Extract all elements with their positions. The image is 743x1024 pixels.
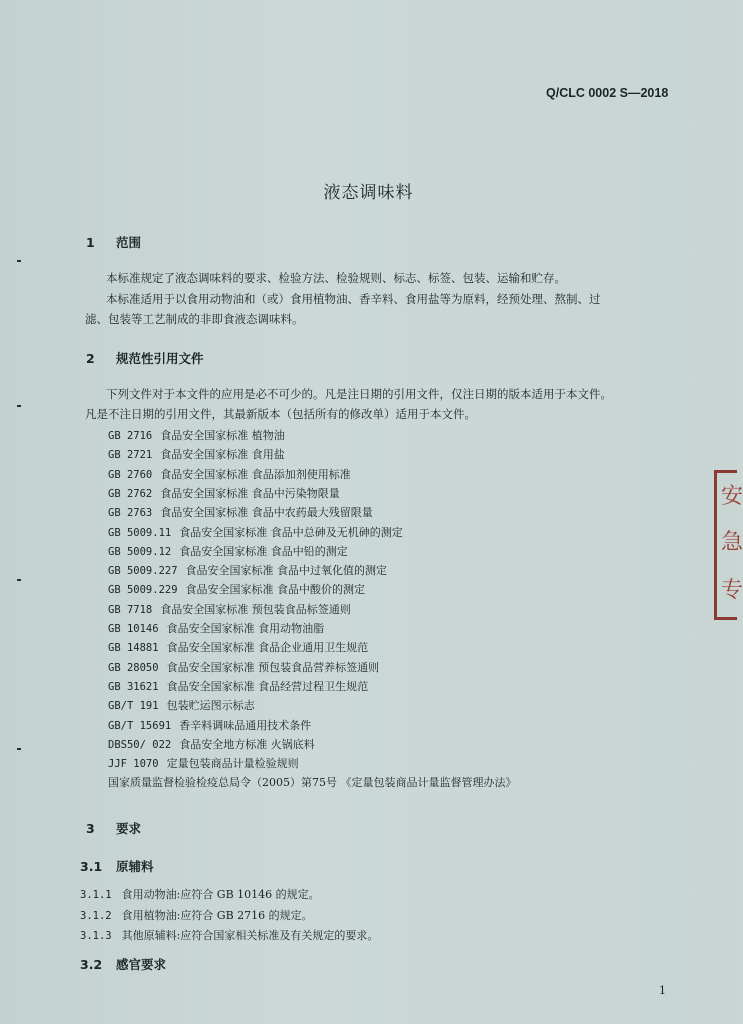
requirement-text: 食用植物油:应符合 GB 2716 的规定。: [121, 908, 313, 922]
reference-code: DBS50/ 022: [108, 738, 172, 751]
requirement-text: 食用动物油:应符合 GB 10146 的规定。: [121, 888, 320, 901]
reference-title: 食品安全国家标准 食品中总砷及无机砷的测定: [179, 525, 403, 539]
reference-title: 香辛料调味品通用技术条件: [179, 718, 312, 732]
reference-code: GB 7718: [108, 603, 153, 616]
reference-title: 定量包装商品计量检验规则: [166, 757, 299, 771]
reference-item: [108, 446, 285, 462]
reference-code: GB 5009.229: [108, 584, 178, 597]
reference-code: GB 28050: [108, 661, 159, 674]
reference-item: [108, 601, 351, 617]
reference-item: [108, 774, 517, 790]
reference-item: [108, 697, 255, 713]
reference-item: [108, 717, 311, 733]
reference-code: GB 5009.11: [108, 526, 172, 539]
section-title: 规范性引用文件: [116, 351, 204, 366]
reference-item: [108, 543, 348, 559]
reference-code: GB 2763: [108, 507, 153, 520]
reference-item: [108, 524, 403, 540]
reference-item: [108, 504, 373, 520]
reference-item: [108, 581, 365, 597]
subsection-title: 原辅料: [116, 859, 154, 874]
reference-item: [108, 466, 351, 482]
reference-item: [108, 620, 324, 636]
subsection-number: 3.1: [80, 859, 103, 874]
reference-title: 食品安全国家标准 植物油: [160, 429, 285, 442]
reference-title: 食品安全国家标准 预包装食品标签通则: [160, 602, 351, 616]
requirement-number: 3.1.3: [80, 930, 112, 942]
reference-item: [108, 639, 368, 655]
reference-title: 食品安全地方标准 火锅底料: [179, 737, 315, 751]
requirement-number: 3.1.1: [80, 889, 112, 901]
scan-mark: [17, 405, 21, 407]
requirement-text: 其他原辅料:应符合国家相关标准及有关规定的要求。: [121, 929, 379, 942]
reference-title: 食品安全国家标准 食品经营过程卫生规范: [166, 679, 369, 693]
requirement-item: [80, 907, 313, 923]
section-1-heading: [86, 233, 141, 251]
reference-code: GB 2760: [108, 468, 153, 481]
reference-code: GB 31621: [108, 680, 159, 693]
reference-title: 食品安全国家标准 食品添加剂使用标准: [160, 467, 351, 481]
section-2-heading: [86, 349, 204, 367]
reference-item: [108, 678, 368, 694]
reference-item: [108, 755, 299, 771]
reference-item: [108, 562, 387, 578]
stamp-char: 专: [721, 578, 743, 603]
document-title: 液态调味料: [323, 183, 414, 203]
section-3-heading: [86, 819, 141, 837]
section-title: 范围: [116, 235, 142, 250]
scan-mark: [17, 748, 21, 750]
reference-code: GB 14881: [108, 642, 159, 655]
stamp-char: 急: [721, 530, 743, 555]
reference-code: GB 2716: [108, 430, 153, 442]
subsection-title: 感官要求: [116, 957, 167, 972]
reference-title: 食品安全国家标准 食品中过氧化值的测定: [185, 564, 388, 578]
subsection-3-1-heading: [80, 857, 154, 875]
reference-title: 食品安全国家标准 预包装食品营养标签通则: [166, 660, 380, 674]
requirement-number: 3.1.2: [80, 909, 112, 922]
reference-title: 国家质量监督检验检疫总局令（2005）第75号 《定量包装商品计量监督管理办法》: [108, 776, 517, 790]
section-number: 3: [86, 821, 95, 836]
requirement-item: [80, 927, 378, 943]
scan-mark: [17, 260, 21, 262]
subsection-number: 3.2: [80, 957, 103, 972]
requirement-item: [80, 886, 320, 902]
reference-item: [108, 659, 379, 675]
reference-item: [108, 427, 285, 443]
seal-stamp-fragment: [714, 470, 743, 620]
reference-title: 食品安全国家标准 食品中酸价的测定: [185, 583, 366, 597]
section-number: 2: [86, 351, 95, 366]
reference-code: GB/T 15691: [108, 719, 172, 732]
reference-code: GB 5009.227: [108, 565, 178, 578]
subsection-3-2-heading: [80, 955, 166, 973]
paragraph: 滤、包装等工艺制成的非即食液态调味料。: [85, 312, 304, 326]
stamp-char: 安: [721, 484, 743, 509]
section-title: 要求: [116, 821, 142, 836]
section-number: 1: [86, 235, 95, 250]
scan-mark: [17, 579, 21, 581]
document-number: Q/CLC 0002 S—2018: [546, 86, 669, 100]
reference-title: 食品安全国家标准 食用动物油脂: [166, 622, 325, 635]
paragraph: 本标准适用于以食用动物油和（或）食用植物油、香辛料、食用盐等为原料，经预处理、熬制、过: [106, 292, 601, 306]
reference-code: GB/T 191: [108, 700, 159, 713]
paragraph: 凡是不注日期的引用文件，其最新版本（包括所有的修改单）适用于本文件。: [85, 407, 476, 421]
reference-item: [108, 485, 340, 501]
reference-title: 食品安全国家标准 食品企业通用卫生规范: [166, 641, 369, 655]
reference-title: 食品安全国家标准 食品中农药最大残留限量: [160, 506, 373, 520]
reference-code: GB 2762: [108, 487, 153, 500]
reference-title: 食品安全国家标准 食品中铅的测定: [179, 544, 348, 558]
reference-code: GB 2721: [108, 449, 153, 462]
reference-title: 包装贮运图示标志: [166, 699, 255, 713]
reference-code: GB 10146: [108, 623, 159, 635]
reference-title: 食品安全国家标准 食用盐: [160, 448, 285, 462]
reference-item: [108, 736, 315, 752]
reference-code: GB 5009.12: [108, 545, 172, 558]
reference-code: JJF 1070: [108, 758, 159, 771]
reference-title: 食品安全国家标准 食品中污染物限量: [160, 486, 340, 500]
paragraph: 下列文件对于本文件的应用是必不可少的。凡是注日期的引用文件，仅注日期的版本适用于本文件。: [106, 387, 612, 401]
page-number: 1: [659, 984, 666, 997]
paragraph: 本标准规定了液态调味料的要求、检验方法、检验规则、标志、标签、包装、运输和贮存。: [106, 271, 566, 285]
